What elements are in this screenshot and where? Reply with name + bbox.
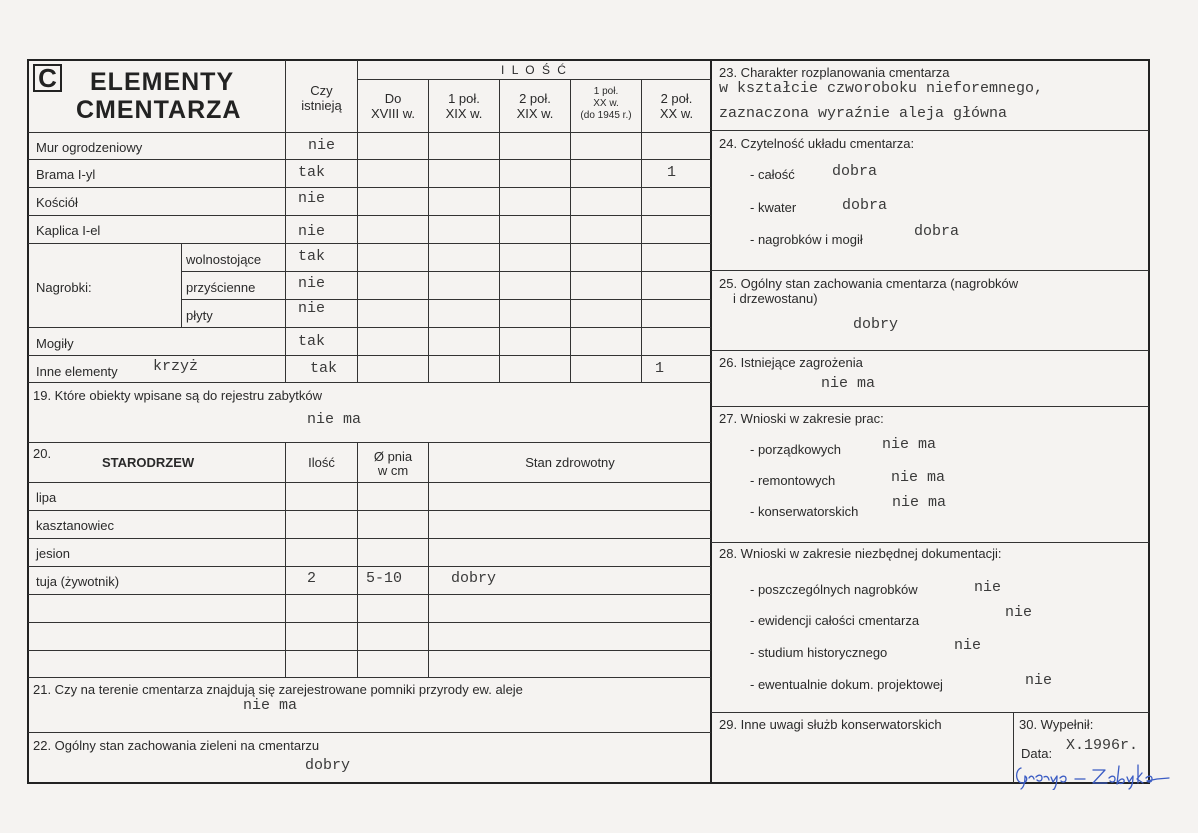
line — [428, 442, 429, 677]
czy-line-1: Czy — [310, 83, 333, 98]
line — [28, 355, 711, 356]
tree-row-ilosc: 2 — [307, 570, 317, 587]
value-wolnostojace: tak — [298, 248, 326, 265]
col-label: XIX w. — [516, 106, 554, 121]
s27-rem-value: nie ma — [891, 469, 946, 486]
value-brama: tak — [298, 164, 326, 181]
tree-row-stan: dobry — [451, 570, 497, 587]
line — [28, 677, 711, 678]
s24-calosc-label: - całość — [750, 167, 795, 182]
line — [428, 79, 429, 383]
line — [28, 566, 711, 567]
row-label-plyty: płyty — [186, 308, 213, 323]
frame-left — [27, 59, 29, 784]
s28-a-label: - poszczególnych nagrobków — [750, 582, 918, 597]
s20-title: STARODRZEW — [102, 455, 195, 470]
row-label-kosciol: Kościół — [36, 195, 78, 210]
col-label: XVIII w. — [370, 106, 416, 121]
s30-data-value: X.1996r. — [1066, 737, 1139, 754]
line — [181, 271, 711, 272]
s28-b-label: - ewidencji całości cmentarza — [750, 613, 920, 628]
row-label-kaplica: Kaplica I-el — [36, 223, 101, 238]
line — [28, 159, 711, 160]
line — [711, 712, 1149, 713]
row-label-przyscienne: przyścienne — [186, 280, 256, 295]
s27-label: 27. Wnioski w zakresie prac: — [719, 411, 884, 426]
pnia-line-2: w cm — [377, 463, 409, 478]
col-1pol-xx — [571, 86, 641, 122]
s28-label: 28. Wnioski w zakresie niezbędnej dokumentacji: — [719, 546, 1002, 561]
typed-inne: krzyż — [153, 358, 199, 375]
line — [28, 382, 711, 383]
s22-value: dobry — [305, 757, 351, 774]
s25-label-2: i drzewostanu) — [733, 291, 818, 306]
line — [28, 622, 711, 623]
line — [285, 442, 286, 677]
s24-kwater-label: - kwater — [750, 200, 797, 215]
line — [28, 538, 711, 539]
s26-value: nie ma — [821, 375, 876, 392]
col-1pol-xix — [429, 91, 499, 121]
czy-istnieja-header — [286, 83, 357, 113]
tree-row-name: jesion — [36, 546, 70, 561]
col-label: XX w. — [659, 106, 694, 121]
line — [357, 79, 711, 80]
line — [28, 187, 711, 188]
tree-row-name: lipa — [36, 490, 57, 505]
s27-kons-label: - konserwatorskich — [750, 504, 859, 519]
frame-bottom — [27, 782, 1150, 784]
s26-label: 26. Istniejące zagrożenia — [719, 355, 863, 370]
value-kaplica: nie — [298, 223, 326, 240]
row-label-wolnostojace: wolnostojące — [186, 252, 262, 267]
s28-a-value: nie — [974, 579, 1002, 596]
line — [711, 270, 1149, 271]
s21-label: 21. Czy na terenie cmentarza znajdują się zarejestrowane pomniki przyrody ew. aleje — [33, 682, 523, 697]
s20-number: 20. — [33, 446, 52, 461]
s25-value: dobry — [853, 316, 899, 333]
s28-c-label: - studium historycznego — [750, 645, 888, 660]
s20-pnia-header — [358, 450, 428, 478]
s30-label: 30. Wypełnił: — [1019, 717, 1094, 732]
line — [570, 79, 571, 383]
row-label-inne: Inne elementy — [36, 364, 118, 379]
line — [499, 79, 500, 383]
s27-rem-label: - remontowych — [750, 473, 836, 488]
s25-label-1: 25. Ogólny stan zachowania cmentarza (nagrobków — [719, 276, 1019, 291]
col-label: 2 poł. — [519, 91, 551, 106]
s24-kwater-value: dobra — [842, 197, 888, 214]
col-label: 1 poł. — [448, 91, 480, 106]
line — [181, 299, 711, 300]
s23-line-2: zaznaczona wyraźnie aleja główna — [719, 105, 1008, 122]
value-mur: nie — [308, 137, 336, 154]
col-label: XIX w. — [445, 106, 483, 121]
line — [28, 442, 711, 443]
line — [28, 215, 711, 216]
tree-row-name: kasztanowiec — [36, 518, 115, 533]
line — [28, 510, 711, 511]
row-label-mogily: Mogiły — [36, 336, 74, 351]
frame-right — [1148, 59, 1150, 784]
col-label: (do 1945 r.) — [580, 110, 632, 121]
ilosc-header: I L O Ś Ć — [501, 63, 568, 77]
line — [711, 406, 1149, 407]
col-2pol-xx — [642, 91, 711, 121]
s19-label: 19. Które obiekty wpisane są do rejestru zabytków — [33, 388, 323, 403]
s27-kons-value: nie ma — [892, 494, 947, 511]
s28-d-label: - ewentualnie dokum. projektowej — [750, 677, 943, 692]
line — [28, 482, 711, 483]
czy-line-2: istnieją — [301, 98, 342, 113]
row-label-mur: Mur ogrodzeniowy — [36, 140, 143, 155]
line — [28, 650, 711, 651]
s30-data-label: Data: — [1021, 746, 1053, 761]
frame-top — [27, 59, 1150, 61]
s28-d-value: nie — [1025, 672, 1053, 689]
count-brama: 1 — [667, 164, 677, 181]
col-label: Do — [384, 91, 402, 106]
line — [28, 243, 711, 244]
pnia-line-1: Ø pnia — [373, 449, 413, 464]
s19-value: nie ma — [307, 411, 362, 428]
line — [28, 132, 711, 133]
col-label: 2 poł. — [660, 91, 693, 106]
value-mogily: tak — [298, 333, 326, 350]
line — [28, 327, 711, 328]
line — [711, 350, 1149, 351]
title-line-2: CMENTARZA — [76, 96, 242, 124]
s24-nagrobkow-label: - nagrobków i mogił — [750, 232, 863, 247]
title-line-1: ELEMENTY — [90, 68, 235, 96]
value-przyscienne: nie — [298, 275, 326, 292]
line — [28, 732, 711, 733]
value-plyty: nie — [298, 300, 326, 317]
line — [181, 243, 182, 327]
value-kosciol: nie — [298, 190, 326, 207]
row-label-brama: Brama I-yl — [36, 167, 96, 182]
col-do-xviii — [358, 91, 428, 121]
s22-label: 22. Ogólny stan zachowania zieleni na cmentarzu — [33, 738, 320, 753]
line — [711, 542, 1149, 543]
row-label-nagrobki: Nagrobki: — [36, 280, 92, 295]
col-label: XX w. — [593, 98, 619, 109]
count-inne: 1 — [655, 360, 665, 377]
s20-ilosc-header: Ilość — [308, 455, 335, 470]
tree-row-name: tuja (żywotnik) — [36, 574, 120, 589]
s20-stan-header: Stan zdrowotny — [525, 455, 615, 470]
s27-porz-label: - porządkowych — [750, 442, 842, 457]
s29-label: 29. Inne uwagi służb konserwatorskich — [719, 717, 942, 732]
s21-value: nie ma — [243, 697, 298, 714]
frame-middle — [710, 59, 712, 784]
s28-c-value: nie — [954, 637, 982, 654]
line — [641, 79, 642, 383]
section-letter-box: C — [33, 64, 62, 92]
col-2pol-xix — [500, 91, 570, 121]
line — [711, 130, 1149, 131]
s28-b-value: nie — [1005, 604, 1033, 621]
s24-nagrobkow-value: dobra — [914, 223, 960, 240]
tree-row-pnia: 5-10 — [366, 570, 403, 587]
value-inne: tak — [310, 360, 338, 377]
line — [28, 594, 711, 595]
s24-calosc-value: dobra — [832, 163, 878, 180]
col-label: 1 poł. — [593, 86, 619, 97]
signature-image — [1013, 760, 1173, 790]
s24-label: 24. Czytelność układu cmentarza: — [719, 136, 915, 151]
s23-label: 23. Charakter rozplanowania cmentarza — [719, 65, 950, 80]
s27-porz-value: nie ma — [882, 436, 937, 453]
s23-line-1: w kształcie czworoboku nieforemnego, — [719, 80, 1044, 97]
